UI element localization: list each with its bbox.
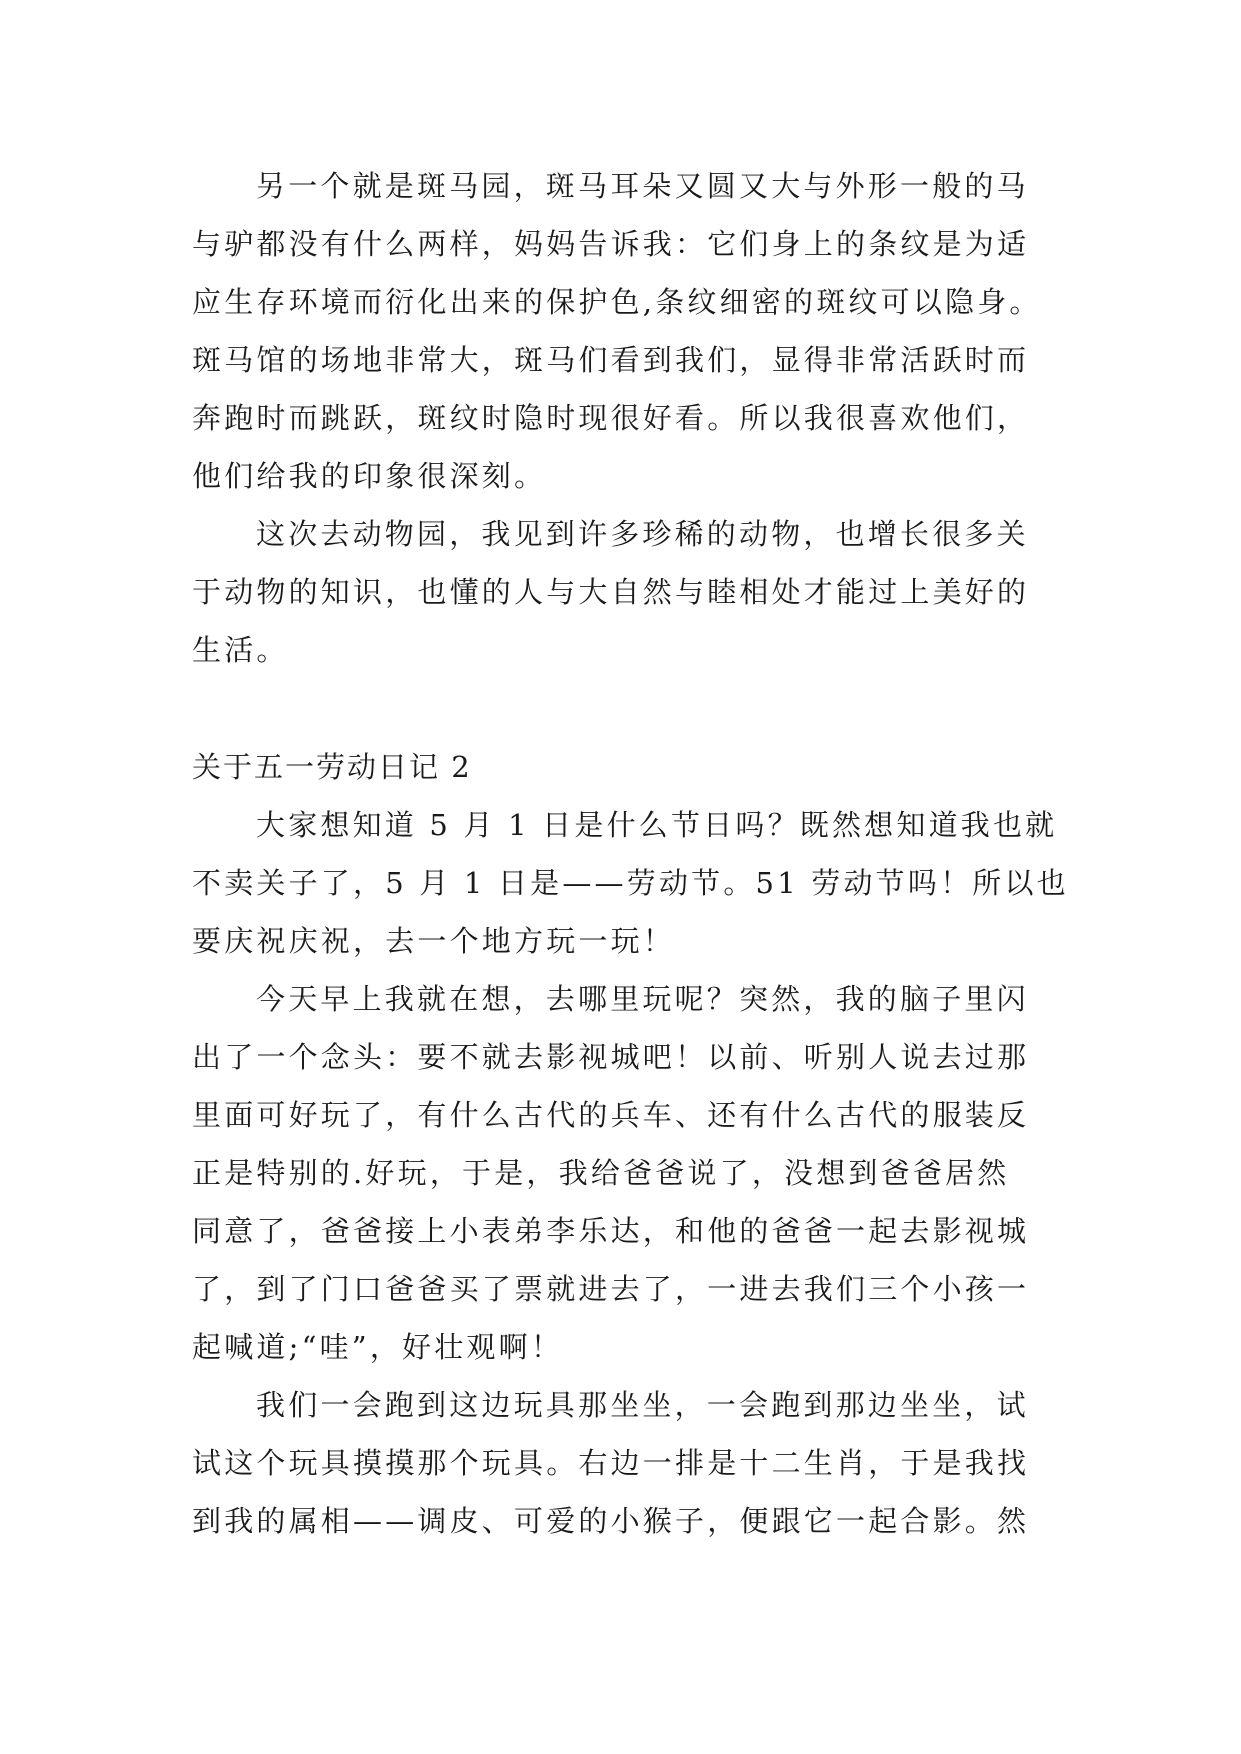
- text-line: 正是特别的.好玩，于是，我给爸爸说了，没想到爸爸居然: [192, 1156, 1010, 1190]
- text-line: 大家想知道 5 月 1 日是什么节日吗？既然想知道我也就: [256, 808, 1058, 842]
- text-line: 生活。: [192, 633, 289, 667]
- text-line: 我们一会跑到这边玩具那坐坐，一会跑到那边坐坐，试: [256, 1388, 1029, 1422]
- text-line: 与驴都没有什么两样，妈妈告诉我：它们身上的条纹是为适: [192, 227, 1030, 261]
- text-line: 今天早上我就在想，去哪里玩呢？突然，我的脑子里闪: [256, 982, 1029, 1016]
- text-line: 了，到了门口爸爸买了票就进去了，一进去我们三个小孩一: [192, 1272, 1030, 1306]
- text-line: 另一个就是斑马园，斑马耳朵又圆又大与外形一般的马: [256, 169, 1029, 203]
- text-line: 不卖关子了，5 月 1 日是——劳动节。51 劳动节吗！所以也: [192, 866, 1069, 900]
- section-heading: 关于五一劳动日记 2: [192, 750, 472, 784]
- text-line: 要庆祝庆祝，去一个地方玩一玩！: [192, 924, 676, 958]
- text-line: 应生存环境而衍化出来的保护色,条纹细密的斑纹可以隐身。: [192, 285, 1042, 319]
- text-line: 斑马馆的场地非常大，斑马们看到我们，显得非常活跃时而: [192, 343, 1030, 377]
- text-line: 这次去动物园，我见到许多珍稀的动物，也增长很多关: [256, 517, 1029, 551]
- text-line: 起喊道;“哇”，好壮观啊！: [192, 1330, 564, 1364]
- text-line: 出了一个念头：要不就去影视城吧！以前、听别人说去过那: [192, 1040, 1030, 1074]
- text-line: 他们给我的印象很深刻。: [192, 459, 547, 493]
- text-line: 里面可好玩了，有什么古代的兵车、还有什么古代的服装反: [192, 1098, 1030, 1132]
- text-line: 试这个玩具摸摸那个玩具。右边一排是十二生肖，于是我找: [192, 1446, 1030, 1480]
- text-line: 到我的属相——调皮、可爱的小猴子，便跟它一起合影。然: [192, 1504, 1030, 1538]
- text-line: 于动物的知识，也懂的人与大自然与睦相处才能过上美好的: [192, 575, 1030, 609]
- text-line: 奔跑时而跳跃，斑纹时隐时现很好看。所以我很喜欢他们，: [192, 401, 1030, 435]
- text-line: 同意了，爸爸接上小表弟李乐达，和他的爸爸一起去影视城: [192, 1214, 1030, 1248]
